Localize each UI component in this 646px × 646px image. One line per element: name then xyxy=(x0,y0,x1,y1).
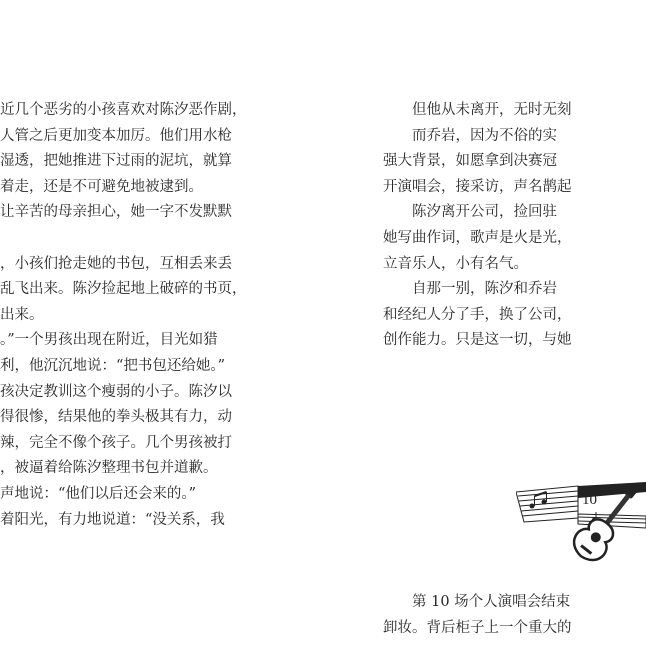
text-line: 强大背景，如愿拿到决赛冠 xyxy=(383,153,557,170)
text-line: 开演唱会，接采访，声名鹊起 xyxy=(383,178,572,195)
text-line: 陈汐离开公司，捡回驻 xyxy=(383,204,557,221)
text-line: 自那一别，陈汐和乔岩 xyxy=(383,281,557,298)
text-line: 孩决定教训这个瘦弱的小子。陈汐以 xyxy=(0,383,232,400)
guitar-icon xyxy=(516,470,646,570)
text-line: 。”一个男孩出现在附近，目光如猎 xyxy=(0,332,218,349)
text-line: 人管之后更加变本加厉。他们用水枪 xyxy=(0,127,232,144)
text-line: ，被逼着给陈汐整理书包并道歉。 xyxy=(0,460,218,477)
chapter-ornament xyxy=(516,470,646,570)
right-text-column xyxy=(383,98,646,354)
text-line: ，小孩们抢走她的书包，互相丢来丢 xyxy=(0,255,232,272)
text-line: 让辛苦的母亲担心，她一字不发默默 xyxy=(0,204,232,221)
text-line: 得很惨，结果他的拳头极其有力，动 xyxy=(0,409,232,426)
text-line: 创作能力。只是这一切，与她 xyxy=(383,332,572,349)
text-line: 湿透，把她推进下过雨的泥坑，就算 xyxy=(0,153,232,170)
text-line: 利，他沉沉地说：“把书包还给她。” xyxy=(0,357,226,374)
text-line: 但他从未离开，无时无刻 xyxy=(383,102,572,118)
text-line: 和经纪人分了手，换了公司， xyxy=(383,306,572,323)
text-line: 乱飞出来。陈汐捡起地上破碎的书页， xyxy=(0,281,247,298)
text-line: 而乔岩，因为不俗的实 xyxy=(383,127,557,144)
music-staff-ribbon xyxy=(516,482,646,528)
text-line: 第 10 场个人演唱会结束 xyxy=(383,594,571,610)
text-line: 辣，完全不像个孩子。几个男孩被打 xyxy=(0,434,232,451)
left-text-column xyxy=(0,98,370,533)
text-line: 她写曲作词，歌声是火是光， xyxy=(383,229,572,246)
right-lower-text xyxy=(383,590,646,641)
text-line: 着走，还是不可避免地被逮到。 xyxy=(0,178,203,195)
text-line xyxy=(0,226,370,252)
text-line: 卸妆。背后柜子上一个重大的 xyxy=(383,619,572,636)
text-line: 出来。 xyxy=(0,306,44,323)
text-line: 立音乐人，小有名气。 xyxy=(383,255,528,272)
text-line: 声地说：“他们以后还会来的。” xyxy=(0,485,197,502)
text-line: 近几个恶劣的小孩喜欢对陈汐恶作剧， xyxy=(0,102,247,118)
chapter-number: 10 xyxy=(582,492,597,508)
text-line: 着阳光，有力地说道：“没关系，我 xyxy=(0,511,225,528)
